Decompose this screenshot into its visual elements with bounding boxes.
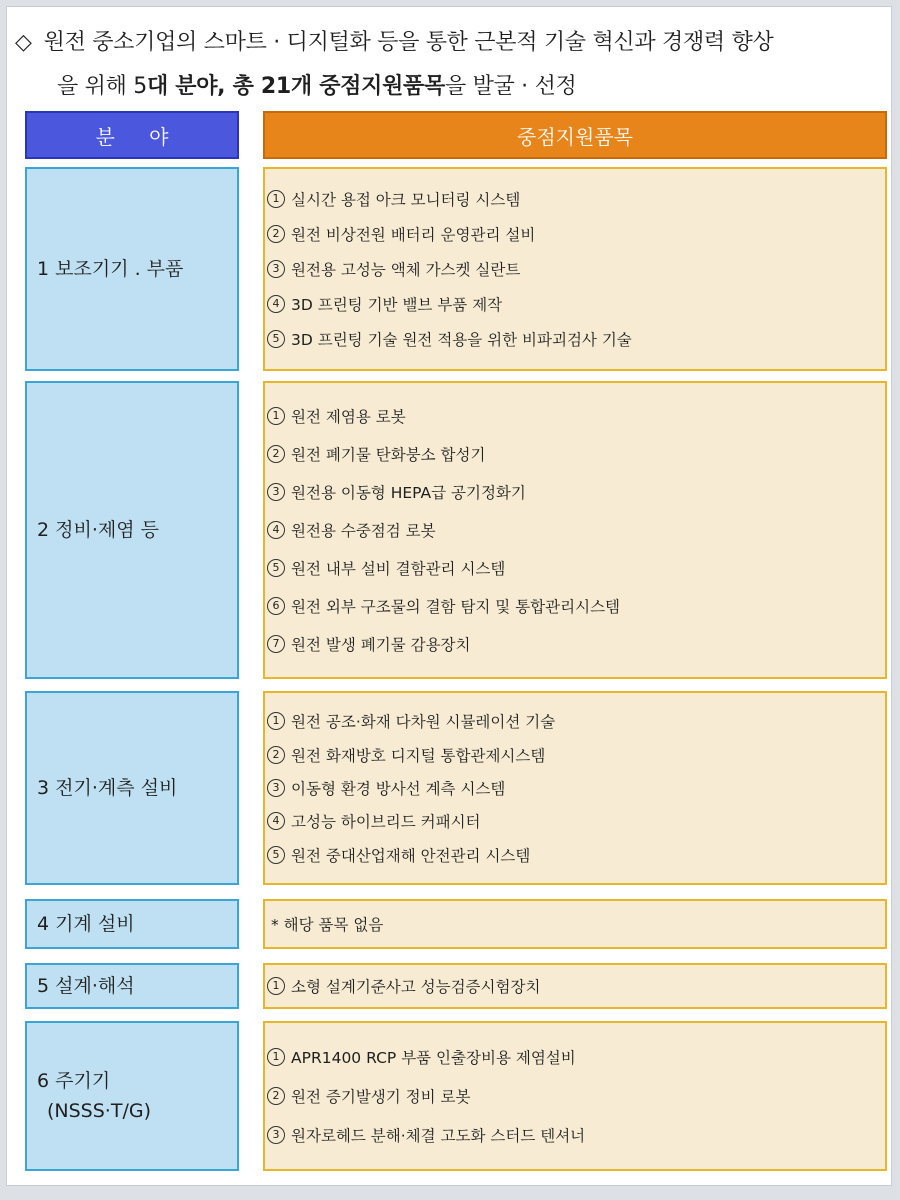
category-label: 3 전기·계측 설비 [37, 777, 178, 799]
circled-number: 2 [267, 1087, 285, 1105]
list-item [265, 258, 885, 280]
category-cell [25, 899, 239, 949]
items-cell [263, 167, 887, 371]
list-item [265, 975, 885, 997]
list-item [265, 595, 885, 617]
list-item [265, 293, 885, 315]
circled-number: 2 [267, 445, 285, 463]
item-text: 원전 화재방호 디지털 통합관제시스템 [291, 746, 546, 765]
category-label: 1 보조기기 . 부품 [37, 258, 184, 280]
list-item [265, 328, 885, 350]
circled-number: 5 [267, 330, 285, 348]
intro-text [7, 7, 893, 107]
item-text: 소형 설계기준사고 성능검증시험장치 [291, 978, 541, 996]
list-item [265, 443, 885, 465]
category-cell [25, 691, 239, 885]
circled-number: 4 [267, 295, 285, 313]
items-cell [263, 691, 887, 885]
intro-line-1 [15, 25, 773, 56]
items-cell [263, 381, 887, 679]
list-item [265, 188, 885, 210]
item-text: 3D 프린팅 기반 밸브 부품 제작 [291, 296, 503, 314]
category-cell [25, 167, 239, 371]
list-item [265, 710, 885, 732]
item-text: 원전 비상전원 배터리 운영관리 설비 [291, 226, 536, 244]
category-cell [25, 1021, 239, 1171]
category-label: 4 기계 설비 [37, 913, 135, 935]
list-item [265, 744, 885, 766]
item-text: 원전용 수중점검 로봇 [291, 522, 436, 540]
intro-line-2-bold: 대 분야, 총 21개 중점지원품목 [146, 74, 445, 99]
header-field: 분 야 [25, 111, 239, 159]
circled-number: 3 [267, 260, 285, 278]
category-label: 5 설계·해석 [37, 975, 135, 997]
item-text: 원전 내부 설비 결함관리 시스템 [291, 560, 506, 578]
intro-line-2-post: 을 발굴 · 선정 [444, 74, 577, 99]
category-cell [25, 963, 239, 1009]
category-label: 6 주기기 [37, 1070, 111, 1092]
document-page [6, 6, 892, 1186]
item-text: 고성능 하이브리드 커패시터 [291, 813, 481, 832]
circled-number: 1 [267, 977, 285, 995]
circled-number: 3 [267, 483, 285, 501]
item-text: 원전 중대산업재해 안전관리 시스템 [291, 846, 531, 865]
list-item [265, 844, 885, 866]
circled-number: 2 [267, 225, 285, 243]
circled-number: 1 [267, 407, 285, 425]
item-text: 원전 증기발생기 정비 로봇 [291, 1088, 471, 1106]
item-text: 원전 외부 구조물의 결함 탐지 및 통합관리시스템 [291, 598, 621, 616]
circled-number: 6 [267, 597, 285, 615]
items-cell [263, 963, 887, 1009]
list-item [265, 557, 885, 579]
category-sublabel: (NSSS·T/G) [47, 1100, 151, 1122]
items-cell [263, 899, 887, 949]
list-item [265, 223, 885, 245]
list-item [265, 1046, 885, 1068]
item-text: 실시간 용접 아크 모니터링 시스템 [291, 191, 521, 209]
items-cell [263, 1021, 887, 1171]
item-text: 3D 프린팅 기술 원전 적용을 위한 비파괴검사 기술 [291, 331, 632, 349]
list-item [265, 633, 885, 655]
list-item [265, 1085, 885, 1107]
no-items-note: * 해당 품목 없음 [271, 916, 384, 934]
circled-number: 3 [267, 779, 285, 797]
list-item [265, 1124, 885, 1146]
intro-line-2 [57, 69, 576, 100]
item-text: 원전 발생 폐기물 감용장치 [291, 636, 471, 654]
circled-number: 3 [267, 1126, 285, 1144]
intro-line-1-text: 원전 중소기업의 스마트 · 디지털화 등을 통한 근본적 기술 혁신과 경쟁력 향상 [43, 30, 774, 55]
list-item [265, 777, 885, 799]
item-text: 원전 공조·화재 다차원 시뮬레이션 기술 [291, 713, 556, 732]
category-label: 2 정비·제염 등 [37, 519, 159, 541]
list-item [265, 519, 885, 541]
list-item [265, 405, 885, 427]
circled-number: 5 [267, 559, 285, 577]
header-items: 중점지원품목 [263, 111, 887, 159]
list-item [265, 810, 885, 832]
intro-line-2-pre: 을 위해 5 [57, 74, 147, 99]
item-text: APR1400 RCP 부품 인출장비용 제염설비 [291, 1049, 576, 1067]
circled-number: 1 [267, 712, 285, 730]
circled-number: 1 [267, 1048, 285, 1066]
list-item [265, 481, 885, 503]
circled-number: 7 [267, 635, 285, 653]
diamond-icon: ◇ [15, 30, 32, 55]
circled-number: 2 [267, 746, 285, 764]
item-text: 원전 폐기물 탄화붕소 합성기 [291, 446, 486, 464]
circled-number: 5 [267, 846, 285, 864]
item-text: 원전용 고성능 액체 가스켓 실란트 [291, 261, 521, 279]
circled-number: 4 [267, 521, 285, 539]
item-text: 원전 제염용 로봇 [291, 408, 406, 426]
circled-number: 1 [267, 190, 285, 208]
item-text: 이동형 환경 방사선 계측 시스템 [291, 779, 506, 798]
item-text: 원자로헤드 분해·체결 고도화 스터드 텐셔너 [291, 1127, 586, 1145]
item-text: 원전용 이동형 HEPA급 공기정화기 [291, 484, 526, 502]
category-cell [25, 381, 239, 679]
circled-number: 4 [267, 812, 285, 830]
